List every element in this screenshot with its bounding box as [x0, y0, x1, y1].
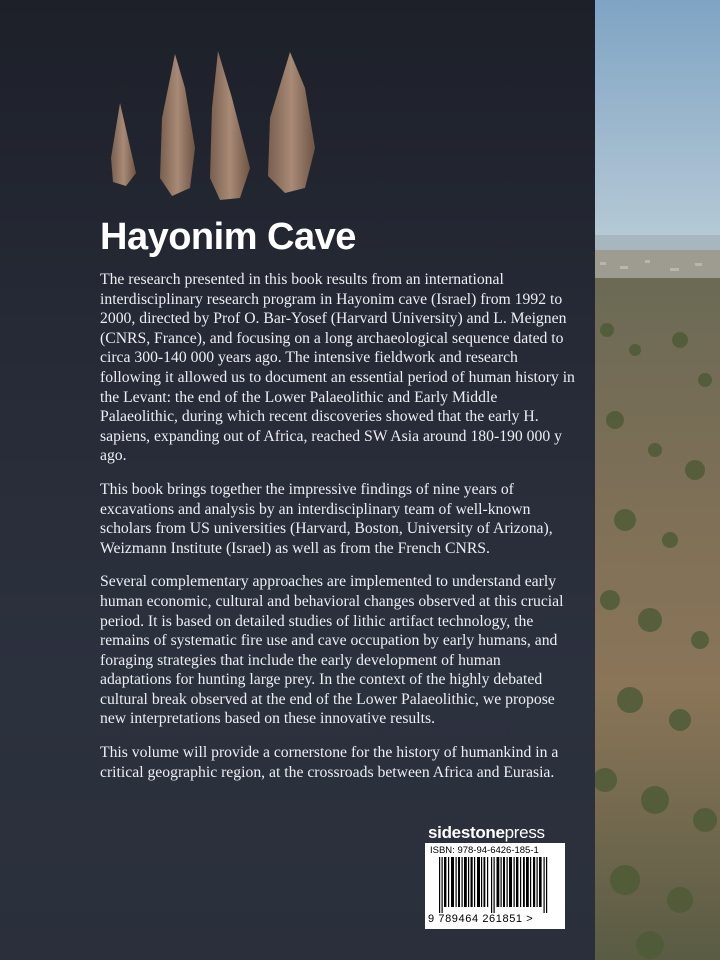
- landscape-photo: [595, 0, 720, 960]
- book-title: Hayonim Cave: [100, 216, 356, 258]
- barcode-panel: [425, 843, 565, 929]
- blurb-paragraph-3: Several complementary approaches are implemented to understand early human economic, cultural and behavioral changes observed at this crucial period. It is based on detailed studies of lithic artifact technology, the remains of systematic fire use and cave occupation by early humans, and foraging strategies that include the early development of human adaptations for hunting large prey. In the context of the highly debated cultural break observed at the end of the Lower Palaeolithic, we propose new interpretations based on these innovative results.: [100, 573, 564, 728]
- isbn-label: ISBN: 978-94-6426-185-1: [430, 845, 539, 856]
- blurb-paragraph-2: This book brings together the impressive findings of nine years of excavations and analysis by an interdisciplinary team of well-known scholars from US universities (Harvard, Boston, University of Arizona), Weizmann Institute (Israel) as well as from the French CNRS.: [100, 480, 553, 557]
- barcode-icon: [425, 857, 565, 917]
- publisher-name-bold: sidestone: [428, 823, 505, 842]
- blurb-paragraph-1: The research presented in this book results from an international interdisciplinary research program in Hayonim cave (Israel) from 1992 to 2000, directed by Prof O. Bar-Yosef (Harvard University) and L. Meignen (CNRS, France), and focusing on a long archaeological sequence dated to circa 300-140 000 years ago. The intensive fieldwork and research following it allowed us to document an essential period of human history in the Levant: the end of the Lower Palaeolithic and Early Middle Palaeolithic, during which recent discoveries showed that the early H. sapiens, expanding out of Africa, reached SW Asia around 180-190 000 y ago.: [100, 271, 575, 465]
- stone-tools-image: [100, 48, 330, 208]
- barcode-digits: 9 789464 261851 >: [428, 913, 534, 925]
- publisher-name-light: press: [504, 823, 545, 842]
- publisher-logo: [428, 823, 545, 843]
- blurb-paragraph-4: This volume will provide a cornerstone for the history of humankind in a critical geographic region, at the crossroads between Africa and Eurasia.: [100, 744, 559, 781]
- blurb-text: [100, 270, 575, 796]
